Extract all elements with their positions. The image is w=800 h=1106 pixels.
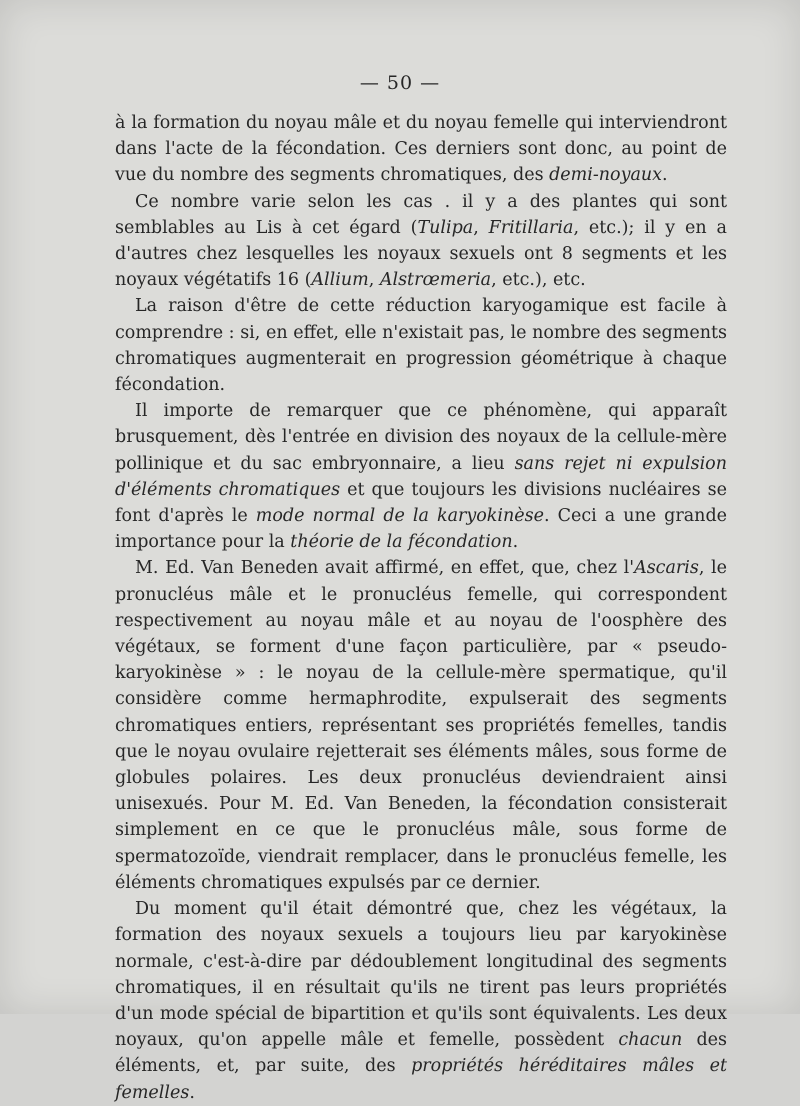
text-run: .: [512, 532, 519, 553]
paragraph: [115, 555, 727, 896]
body-text: [115, 110, 727, 1106]
text-run: ,: [368, 270, 380, 291]
italic-text-run: chacun: [618, 1030, 683, 1051]
paragraph: [115, 293, 727, 398]
text-run: à la formation du noyau mâle et du noyau femelle qui interviendront dans l'acte de la fécondation. Ces derniers sont donc, au point de vue du nombre des segments chromatiques, des: [115, 113, 727, 186]
text-run: .: [189, 1082, 195, 1103]
page-number: — 50 —: [359, 72, 441, 94]
text-run: La raison d'être de cette réduction karyogamique est facile à comprendre : si, en effet, elle n'existait pas, le nombre des segments chromatiques augmenterait en progression géométrique à chaque fécondation.: [115, 296, 727, 396]
text-run: Du moment qu'il était démontré que, chez les végétaux, la formation des noyaux sexuels a toujours lieu par karyokinèse normale, c'est-à-dire par dédoublement longitudinal des segments chromatiques, il en résultait qu'ils ne tirent pas leurs propriétés d'un mode spécial de bipartition et qu'ils sont équivalents. Les deux noyaux, qu'on appelle mâle et femelle, possèdent: [115, 899, 727, 1051]
text-run: Ce nombre varie selon les cas . il y a des plantes qui sont semblables au Lis à cet égard (: [115, 191, 727, 238]
italic-text-run: Ascaris: [634, 558, 699, 579]
italic-text-run: demi-noyaux: [549, 165, 663, 186]
text-run: .: [662, 165, 668, 186]
italic-text-run: Fritillaria: [488, 217, 574, 238]
italic-text-run: propriétés héréditaires mâles et femelles: [115, 1056, 727, 1103]
italic-text-run: Allium: [311, 270, 369, 291]
text-run: Il importe de remarquer que ce phénomène, qui apparaît brusquement, dès l'entrée en division des noyaux de la cellule-mère pollinique et du sac embryonnaire, a lieu: [115, 401, 727, 474]
paragraph: [115, 110, 727, 189]
text-run: ,: [473, 217, 489, 238]
text-run: et que toujours les divisions nucléaires se font d'après le: [115, 479, 728, 527]
italic-text-run: mode normal de la karyokinèse: [255, 506, 544, 527]
italic-text-run: Alstrœmeria: [379, 270, 492, 291]
paragraph: [115, 189, 727, 294]
text-run: M. Ed. Van Beneden avait affirmé, en effet, que, chez l': [135, 558, 635, 579]
paragraph: [115, 896, 727, 1106]
italic-text-run: sans rejet ni expulsion d'éléments chromatiques: [115, 453, 727, 500]
italic-text-run: Tulipa: [417, 217, 474, 238]
text-run: , etc.); il y en a d'autres chez lesquelles les noyaux sexuels ont 8 segments et les noyaux végétatifs 16 (: [115, 217, 727, 291]
paragraph: [115, 398, 727, 555]
italic-text-run: théorie de la fécondation: [290, 532, 513, 553]
text-run: des éléments, et, par suite, des: [115, 1030, 727, 1077]
text-run: , le pronucléus mâle et le pronucléus femelle, qui correspondent respectivement au noyau mâle et au noyau de l'oosphère des végétaux, se forment d'une façon particulière, par « pseudo-karyokinèse » : le noyau de la cellule-mère spermatique, qu'il considère comme hermaphrodite, expulserait des segments chromatiques entiers, représentant ses propriétés femelles, tandis que le noyau ovulaire rejetterait ses éléments mâles, sous forme de globules polaires. Les deux pronucléus deviendraient ainsi unisexués. Pour M. Ed. Van Beneden, la fécondation consisterait simplement en ce que le pronucléus mâle, sous forme de spermatozoïde, viendrait remplacer, dans le pronucléus femelle, les éléments chromatiques expulsés par ce dernier.: [115, 558, 727, 893]
text-run: . Ceci a une grande importance pour la: [115, 506, 728, 553]
text-run: , etc.), etc.: [491, 270, 586, 291]
